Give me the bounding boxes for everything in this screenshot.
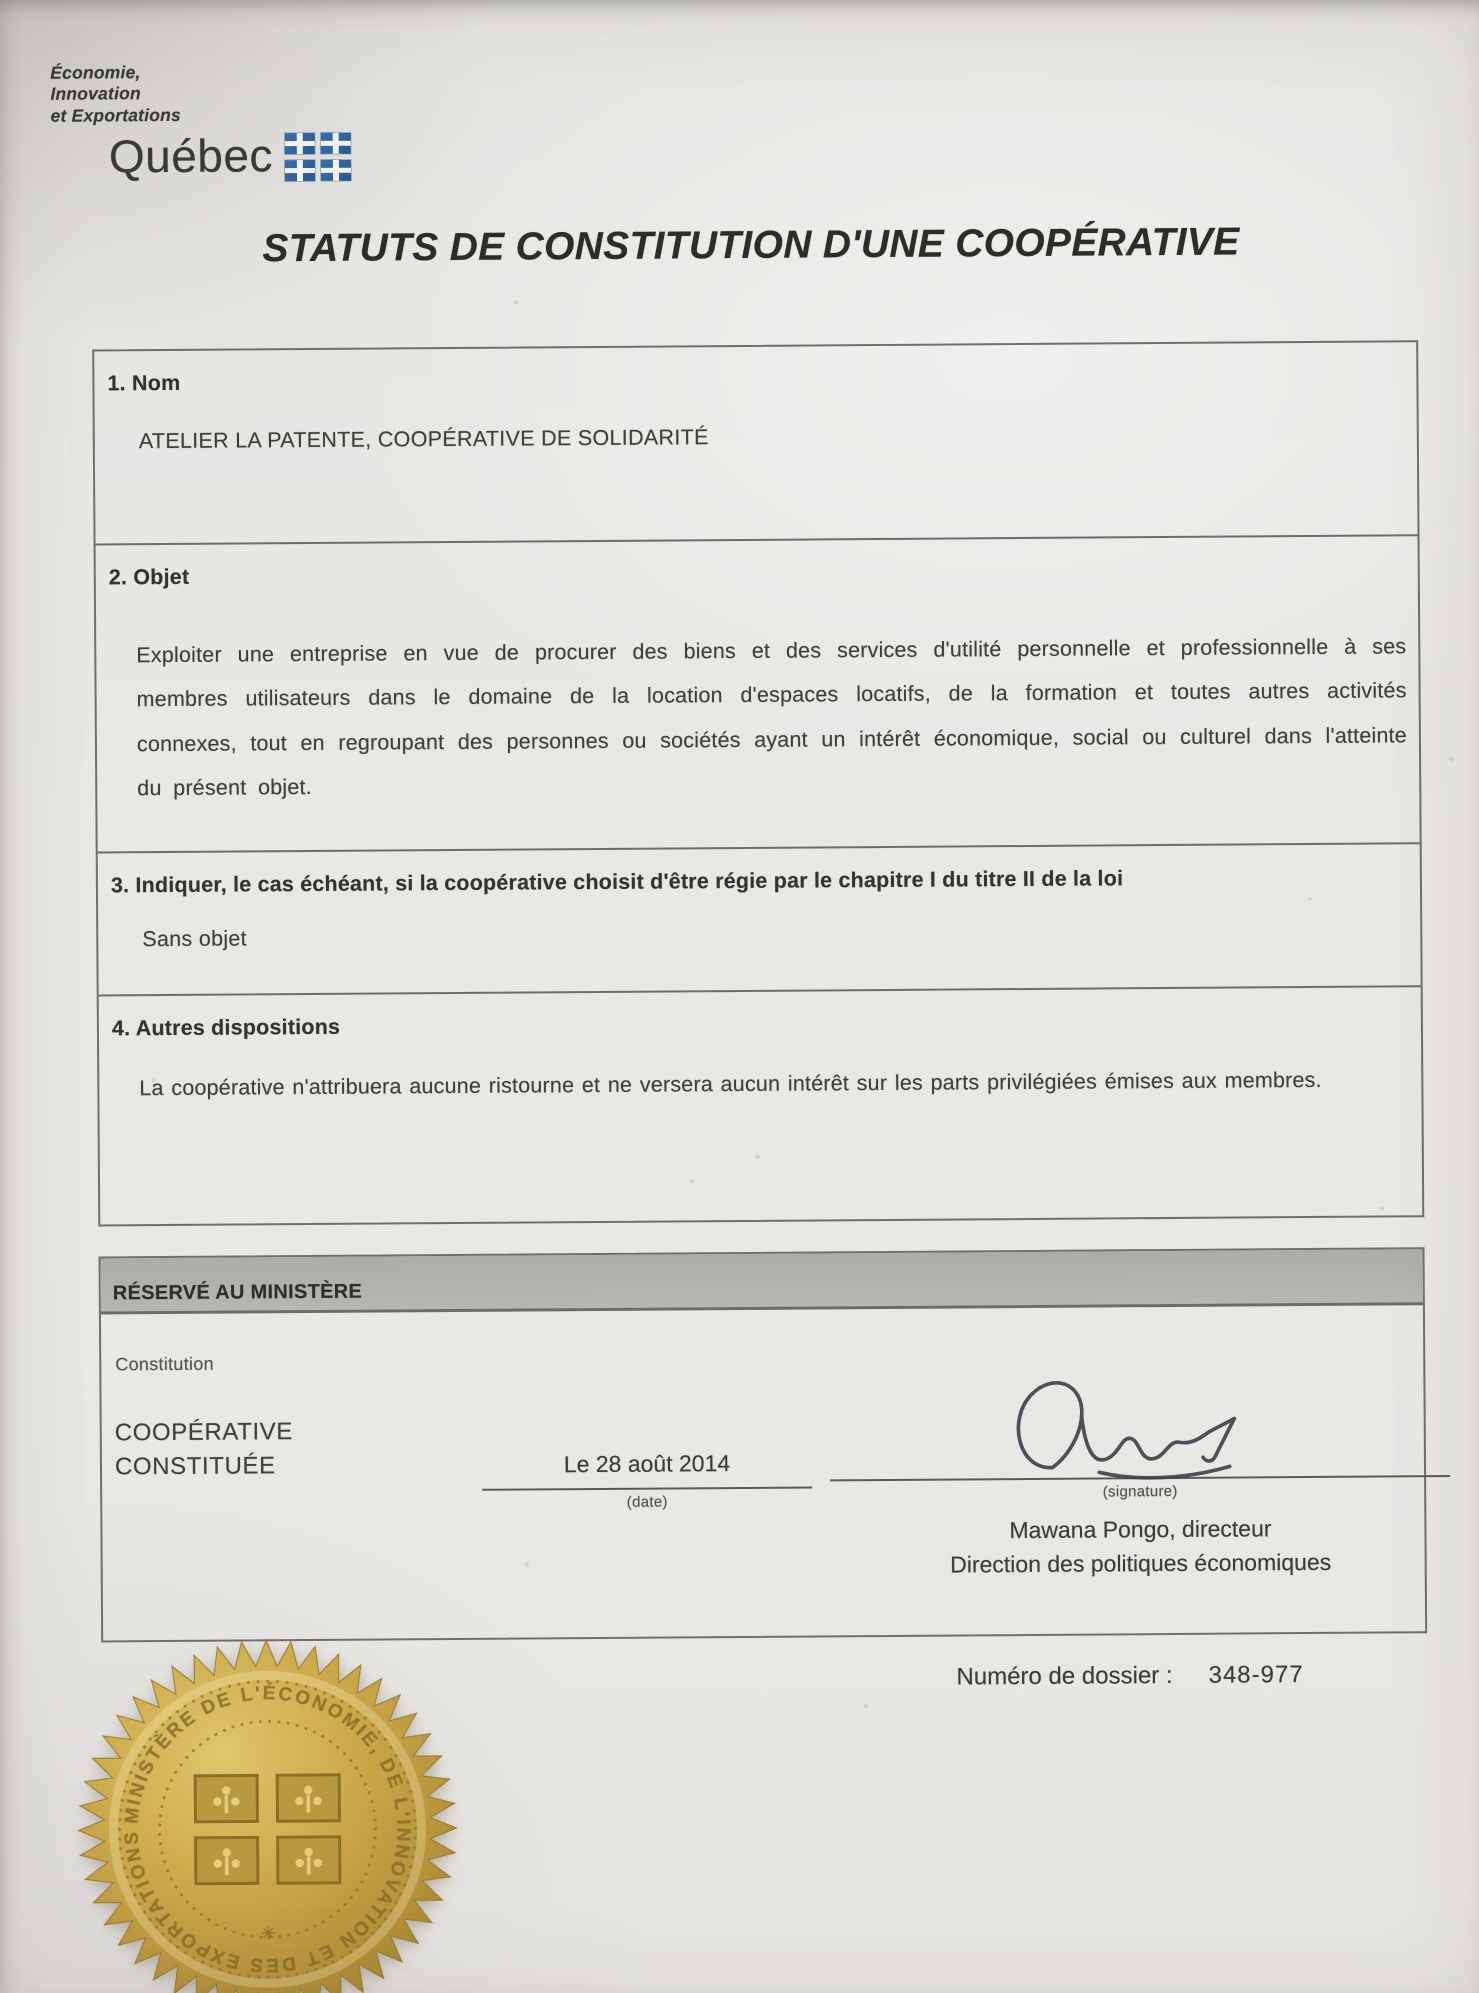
section-nom: [94, 342, 1417, 543]
section-objet: [96, 534, 1420, 851]
document-title: STATUTS DE CONSTITUTION D'UNE COOPÉRATIVE: [262, 220, 1240, 271]
section-number: 1.: [107, 371, 126, 396]
dossier-number: 348-977: [1208, 1661, 1304, 1689]
ministry-reserved-box: [99, 1247, 1428, 1642]
date-caption: (date): [626, 1493, 668, 1511]
section-number: 2.: [108, 565, 128, 590]
quebec-wordmark-row: [109, 128, 351, 184]
section-number: 4.: [111, 1016, 131, 1041]
quebec-wordmark: Québec: [108, 129, 274, 183]
section-autres-header: [99, 987, 1421, 1041]
quebec-flag-icon: [321, 133, 351, 154]
cooperative-name-value: ATELIER LA PATENTE, COOPÉRATIVE DE SOLIDARITÉ: [138, 425, 709, 454]
chapitre-value: Sans objet: [142, 926, 247, 952]
signatory-name: Mawana Pongo, directeur: [1009, 1515, 1272, 1544]
section-label: Nom: [131, 370, 181, 396]
section-objet-header: [96, 536, 1418, 590]
quebec-flag-icon: [285, 133, 315, 154]
gold-seal: [74, 1636, 461, 1993]
section-number: 3.: [110, 873, 130, 898]
decision-stamp-text: [115, 1415, 294, 1484]
section-chapitre-header: [98, 844, 1420, 898]
seal-circular-text: MINISTÈRE DE L'ÉCONOMIE, DE L'INNOVATION ET DES EXPORTATIONS: [121, 1683, 414, 1976]
ministry-name-line3: et Exportations: [50, 104, 182, 126]
decision-line1: COOPÉRATIVE: [114, 1418, 294, 1447]
quebec-flag-icon: [285, 160, 315, 181]
quebec-government-logo: [50, 61, 351, 184]
seal-bottom-mark: ✳: [260, 1923, 276, 1944]
ministry-reserved-header: RÉSERVÉ AU MINISTÈRE: [101, 1249, 1423, 1314]
section-autres-dispositions: [99, 985, 1423, 1224]
section-chapitre: [98, 842, 1421, 994]
autres-dispositions-paragraph: La coopérative n'attribuera aucune ristourne et ne versera aucun intérêt sur les parts privilégiées émises aux membres.: [139, 1067, 1322, 1101]
dossier-label: Numéro de dossier :: [956, 1661, 1173, 1691]
signature-block: [829, 1367, 1450, 1579]
ministry-name-line1: Économie,: [50, 62, 141, 83]
date-block: [482, 1450, 812, 1512]
quebec-flag-icon: [321, 160, 351, 181]
handwritten-signature: [984, 1368, 1295, 1482]
signatory-unit: Direction des politiques économiques: [950, 1548, 1332, 1578]
dossier-row: [956, 1661, 1303, 1691]
ministry-name-line2: Innovation: [50, 83, 141, 105]
decision-line2: CONSTITUÉE: [114, 1452, 276, 1481]
objet-paragraph: Exploiter une entreprise en vue de procurer des biens et des services d'utilité personnelle et professionnelle à ses membres utilisateurs dans le domaine de la location d'espaces locatifs, de la formation et toutes autres activités connexes, tout en regroupant des personnes ou sociétés ayant un intérêt économique, social ou culturel dans l'atteinte du présent objet.: [136, 634, 1407, 801]
date-value: Le 28 août 2014: [482, 1450, 812, 1491]
section-label: Autres dispositions: [135, 1014, 341, 1041]
section-label: Objet: [133, 564, 190, 590]
quebec-flags-icon: [285, 133, 351, 181]
ministry-name: [50, 61, 351, 127]
section-nom-header: [94, 342, 1416, 396]
constitution-label: Constitution: [115, 1353, 214, 1375]
section-label: Indiquer, le cas échéant, si la coopérative choisit d'être régie par le chapitre I du titre II de la loi: [135, 866, 1124, 898]
articles-form-box: [92, 340, 1424, 1226]
signature-caption: (signature): [1102, 1482, 1178, 1501]
